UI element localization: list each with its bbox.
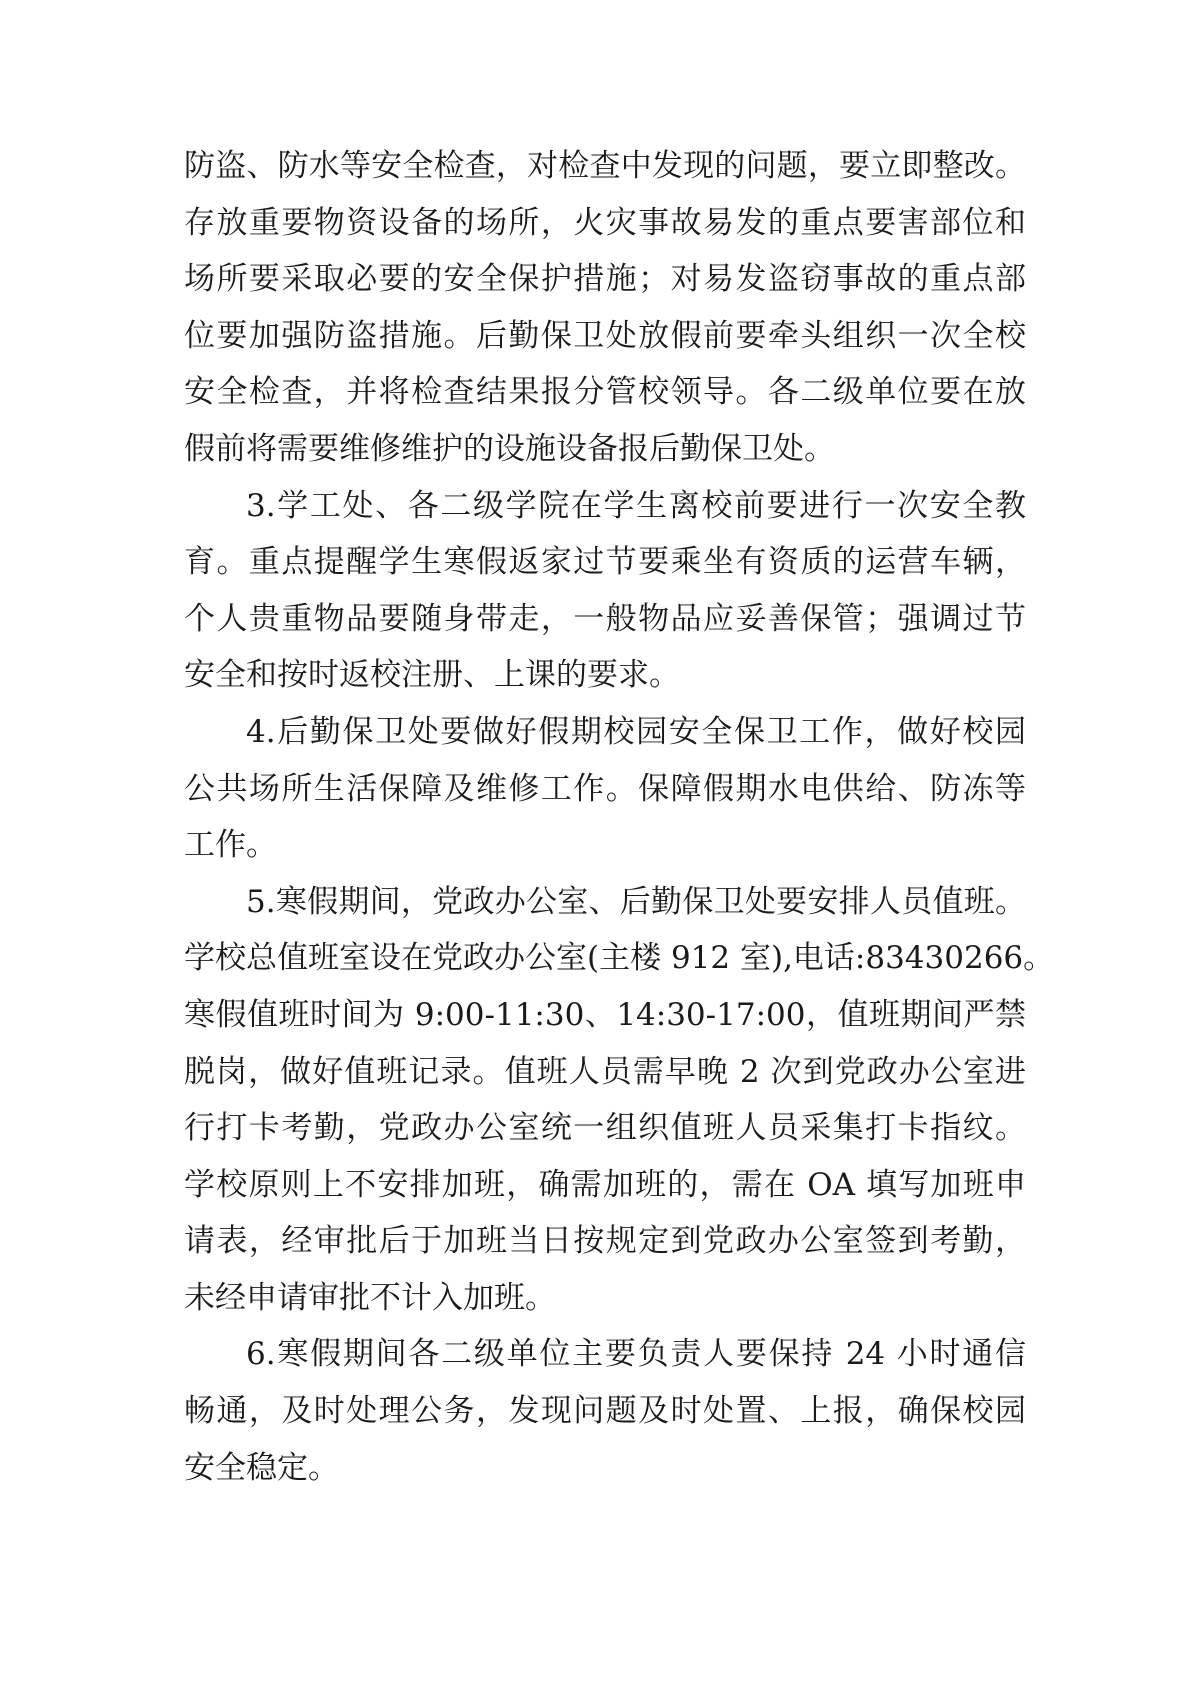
text-line: 畅通，及时处理公务，发现问题及时处置、上报，确保校园 bbox=[184, 1393, 1026, 1430]
document-body bbox=[184, 138, 1055, 1496]
text-line: 寒假值班时间为 9:00-11:30、14:30-17:00，值班期间严禁 bbox=[184, 996, 1026, 1033]
text-line: 安全检查，并将检查结果报分管校领导。各二级单位要在放 bbox=[184, 374, 1026, 411]
text-line: 行打卡考勤，党政办公室统一组织值班人员采集打卡指纹。 bbox=[184, 1110, 1026, 1147]
text-line: 防盗、防水等安全检查，对检查中发现的问题，要立即整改。 bbox=[184, 148, 1026, 184]
text-line: 安全稳定。 bbox=[184, 1449, 339, 1486]
text-line: 请表，经审批后于加班当日按规定到党政办公室签到考勤， bbox=[184, 1223, 1026, 1260]
text-line: 6.寒假期间各二级单位主要负责人要保持 24 小时通信 bbox=[246, 1336, 1026, 1373]
text-line: 学校总值班室设在党政办公室(主楼 912 室),电话:83430266。 bbox=[184, 940, 1055, 977]
text-line: 4.后勤保卫处要做好假期校园安全保卫工作，做好校园 bbox=[246, 713, 1026, 750]
text-line: 安全和按时返校注册、上课的要求。 bbox=[184, 657, 680, 694]
text-line: 工作。 bbox=[184, 827, 277, 864]
text-line: 育。重点提醒学生寒假返家过节要乘坐有资质的运营车辆， bbox=[184, 544, 1026, 581]
text-line: 3.学工处、各二级学院在学生离校前要进行一次安全教 bbox=[246, 487, 1026, 524]
text-line: 5.寒假期间，党政办公室、后勤保卫处要安排人员值班。 bbox=[246, 883, 1026, 920]
text-line: 未经申请审批不计入加班。 bbox=[184, 1279, 556, 1316]
text-line: 公共场所生活保障及维修工作。保障假期水电供给、防冻等 bbox=[184, 770, 1026, 807]
text-line: 学校原则上不安排加班，确需加班的，需在 OA 填写加班申 bbox=[184, 1166, 1026, 1203]
text-line: 个人贵重物品要随身带走，一般物品应妥善保管；强调过节 bbox=[184, 600, 1026, 637]
text-line: 存放重要物资设备的场所，火灾事故易发的重点要害部位和 bbox=[184, 204, 1026, 241]
text-line: 脱岗，做好值班记录。值班人员需早晚 2 次到党政办公室进 bbox=[184, 1053, 1026, 1090]
text-line: 位要加强防盗措施。后勤保卫处放假前要牵头组织一次全校 bbox=[184, 317, 1026, 354]
text-line: 场所要采取必要的安全保护措施；对易发盗窃事故的重点部 bbox=[184, 261, 1026, 298]
text-line: 假前将需要维修维护的设施设备报后勤保卫处。 bbox=[184, 430, 835, 467]
